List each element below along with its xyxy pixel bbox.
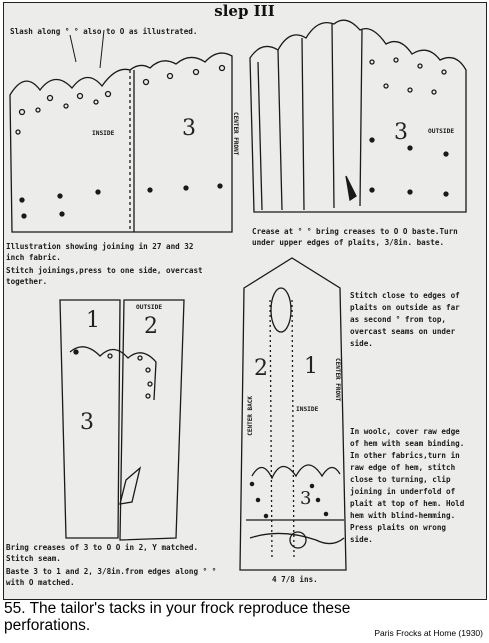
- join-note-line-4: together.: [6, 277, 48, 286]
- figure-caption: 55. The tailor's tacks in your frock reproduce these perforations.: [4, 600, 351, 634]
- hem-note-line-1: In woolc, cover raw edge: [350, 427, 460, 436]
- label-center-front-skirt: CENTER FRONT: [334, 358, 341, 402]
- label-outside: OUTSIDE: [428, 128, 455, 135]
- label-inside: INSIDE: [92, 130, 115, 137]
- piece-number: 3: [182, 116, 196, 141]
- stitch-note-line-1: Stitch close to edges of: [350, 291, 460, 300]
- bottom-note-line-4: with O matched.: [6, 578, 75, 587]
- label-center-back: CENTER BACK: [247, 396, 254, 436]
- stitch-note-line-4: overcast seams on under: [350, 327, 456, 336]
- bottom-note-line-1: Bring creases of 3 to O O in 2, Y matched.: [6, 543, 199, 552]
- step-heading: slep III: [214, 2, 275, 20]
- skirt-number-1: 1: [304, 354, 318, 379]
- strip-number-1: 1: [86, 308, 100, 333]
- stitch-note-line-2: plaits on outside as far: [350, 303, 460, 312]
- hem-note-line-2: of hem with seam binding.: [350, 439, 465, 448]
- hem-note-line-8: hem with blind-hemming.: [350, 511, 456, 520]
- hem-note-line-5: close to turning, clip: [350, 475, 451, 484]
- skirt-number-2: 2: [254, 356, 268, 381]
- panel-joined-strips: [60, 300, 184, 540]
- label-inside-skirt: INSIDE: [296, 406, 319, 413]
- hem-note-line-3: In other fabrics,turn in: [350, 451, 460, 460]
- crease-note-line-2: under upper edges of plaits, 3/8in. baste.: [252, 238, 445, 247]
- hem-note-line-4: raw edge of hem, stitch: [350, 463, 456, 472]
- figure-credit: Paris Frocks at Home (1930): [374, 628, 483, 638]
- strip-number-2: 2: [144, 314, 158, 339]
- hem-measure: 4 7/8 ins.: [272, 575, 318, 584]
- crease-note-line-1: Crease at ° ° bring creases to O O baste.Turn: [252, 227, 458, 236]
- stitch-note-line-5: side.: [350, 339, 373, 348]
- hem-note-line-7: plait at top of hem. Hold: [350, 499, 465, 508]
- strip-number-3: 3: [80, 410, 94, 435]
- slash-note: Slash along ° ° also to O as illustrated.: [10, 27, 198, 36]
- join-note-line-2: inch fabric.: [6, 253, 61, 262]
- panel-pleated-piece: [250, 20, 466, 212]
- skirt-number-3: 3: [300, 488, 312, 509]
- bottom-note-line-2: Stitch seam.: [6, 554, 61, 563]
- hem-note-line-10: side.: [350, 535, 373, 544]
- panel-scalloped-piece: [10, 30, 232, 232]
- hem-note-line-9: Press plaits on wrong: [350, 523, 447, 532]
- piece-number-outside: 3: [394, 120, 408, 145]
- join-note-line-1: Illustration showing joining in 27 and 32: [6, 242, 194, 251]
- label-outside-strips: OUTSIDE: [136, 304, 163, 311]
- panel-skirt: [240, 258, 346, 570]
- hem-note-line-6: joining in underfold of: [350, 487, 456, 496]
- join-note-line-3: Stitch joinings,press to one side, overcast: [6, 266, 203, 275]
- bottom-note-line-3: Baste 3 to 1 and 2, 3/8in.from edges along ° °: [6, 567, 217, 576]
- stitch-note-line-3: as second ° from top,: [350, 315, 447, 324]
- label-center-front: CENTER FRONT: [232, 112, 239, 156]
